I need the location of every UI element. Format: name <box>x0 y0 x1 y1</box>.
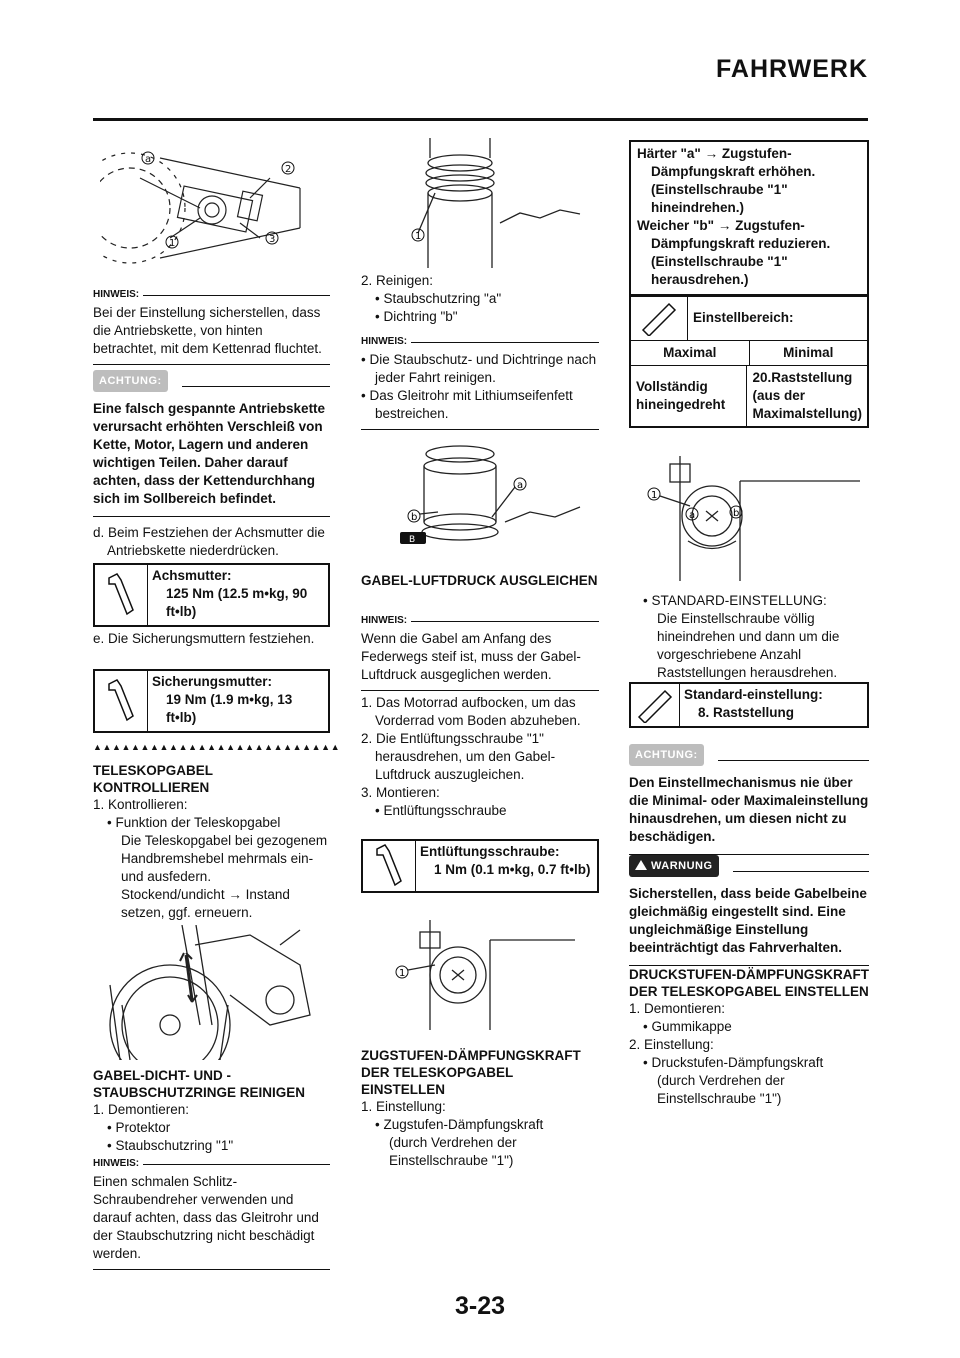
col3-standard: • STANDARD-EINSTELLUNG: Die Einstellschraube völlig hineindrehen und dann um die vorgeschriebene Anzahl Raststellungen herausdrehen. <box>643 593 840 680</box>
col2-zug: ZUGSTUFEN-DÄMPFUNGSKRAFT DER TELESKOPGABEL EINSTELLEN 1. Einstellung: • Zugstufen-Dämpfungskraft (durch Verdrehen der Einstellschraube "1") <box>361 1047 599 1170</box>
th-min: Minimal <box>749 341 868 365</box>
caution-text: Eine falsch gespannte Antriebskette verursacht erhöhten Verschleiß von Kette, Motor, Lagern und anderen wichtigen Teilen. Daher darauf achten, dass der Kettendurchhang sich im Sollbereich befindet. <box>93 401 326 506</box>
col3-warning: WARNUNG Sicherstellen, dass beide Gabelbeine gleichmäßig eingestellt sind. Eine ungleichmäßige Einstellung beeinträchtigt das Fahrverhalten. <box>629 855 869 966</box>
label-a: a <box>689 510 696 521</box>
adjust-range-table: Einstellbereich: Maximal Minimal Vollständig hineingedreht 20.Raststellung (aus der Maximalstellung) <box>629 294 869 428</box>
fork-seal-cleaning-figure <box>380 432 595 552</box>
label-1: 1 <box>169 238 176 249</box>
label-1: 1 <box>415 231 422 242</box>
col3-druck: DRUCKSTUFEN-DÄMPFUNGSKRAFT DER TELESKOPGABEL EINSTELLEN 1. Demontieren: • Gummikappe 2. Einstellung: • Druckstufen-Dämpfungskraft (durch Verdrehen der Einstellschraube "1") <box>629 967 869 1106</box>
rebound-adjuster-figure <box>640 456 870 581</box>
air-bleed-screw-figure <box>380 920 590 1030</box>
col2-note: HINWEIS: • Die Staubschutz- und Dichtringe nach jeder Fahrt reinigen. • Das Gleitrohr mit Lithiumseifenfett bestreichen. <box>361 333 599 430</box>
note-label: HINWEIS: <box>93 289 140 300</box>
col2-note2: HINWEIS: Wenn die Gabel am Anfang des Federwegs steif ist, muss der Gabel-Luftdruck ausgeglichen werden. <box>361 612 599 691</box>
caution-badge: ACHTUNG: <box>93 370 168 392</box>
wrench-icon <box>95 565 148 625</box>
triangle-divider: ▲▲▲▲▲▲▲▲▲▲▲▲▲▲▲▲▲▲▲▲▲▲▲▲▲▲ <box>93 742 341 752</box>
col1-dicht: GABEL-DICHT- UND - STAUBSCHUTZRINGE REINIGEN 1. Demontieren: • Protektor • Staubschutzring "1" <box>93 1067 330 1155</box>
col1-caution <box>93 370 330 517</box>
chain-adjuster-figure <box>100 138 310 278</box>
spec-standard-einstellung: Standard-einstellung: 8. Raststellung <box>629 682 869 728</box>
caution-badge: ACHTUNG: <box>629 744 704 766</box>
col2-reinigen: 2. Reinigen: • Staubschutzring "a" • Dichtring "b" <box>361 273 502 324</box>
th-max: Maximal <box>663 345 717 360</box>
td-max: Vollständig hineingedreht <box>636 379 726 412</box>
warning-icon <box>635 860 647 870</box>
grease-icon: B <box>409 535 416 545</box>
note-text: Bei der Einstellung sicherstellen, dass die Antriebskette, von hinten betrachtet, mit dem Kettenrad fluchtet. <box>93 305 322 356</box>
spec-achsmutter <box>93 563 330 627</box>
col1-tele: TELESKOPGABEL KONTROLLIEREN 1. Kontrollieren: • Funktion der Teleskopgabel Die Teleskopgabel bei gezogenem Handbremshebel mehrmals ein- und ausfedern. Stockend/undicht → Instand setzen, ggf. erneuern. <box>93 762 330 922</box>
spec-title: Sicherungsmutter: <box>152 674 273 689</box>
header-rule <box>93 118 868 121</box>
spec-value: 19 Nm (1.9 m•kg, 13 ft•lb) <box>166 692 293 725</box>
section-heading: GABEL-LUFTDRUCK AUSGLEICHEN <box>361 573 598 588</box>
label-b: b <box>411 512 418 523</box>
col1-step-e: e. Die Sicherungsmuttern festziehen. <box>93 631 315 646</box>
spec-sicherungsmutter <box>93 669 330 733</box>
fork-motorcycle-figure <box>100 925 325 1060</box>
wrench-icon <box>631 296 687 340</box>
label-1: 1 <box>651 490 658 501</box>
label-3: 3 <box>269 234 276 245</box>
wrench-icon <box>631 684 680 726</box>
spec-title: Achsmutter: <box>152 568 232 583</box>
section-heading: ZUGSTUFEN-DÄMPFUNGSKRAFT DER TELESKOPGABEL EINSTELLEN <box>361 1048 581 1097</box>
wrench-icon <box>363 841 416 891</box>
section-heading: GABEL-DICHT- UND - STAUBSCHUTZRINGE REINIGEN <box>93 1068 306 1100</box>
page-number: 3-23 <box>454 1292 506 1320</box>
warning-badge: WARNUNG <box>629 855 719 877</box>
section-heading: TELESKOPGABEL KONTROLLIEREN <box>93 763 213 795</box>
col2-luft-steps: 1. Das Motorrad aufbocken, um das Vorderrad vom Boden abzuheben. 2. Die Entlüftungsschraube "1" herausdrehen, um den Gabel-Luftdruck auszugleichen. 3. Montieren: • Entlüftungsschraube <box>361 695 581 818</box>
label-2: 2 <box>285 164 292 175</box>
section-heading: DRUCKSTUFEN-DÄMPFUNGSKRAFT DER TELESKOPGABEL EINSTELLEN <box>629 967 869 999</box>
col1-note1 <box>93 286 330 365</box>
spec-value: 125 Nm (12.5 m•kg, 90 ft•lb) <box>166 586 308 619</box>
col2-luft <box>361 572 599 589</box>
fork-dust-seal-figure <box>380 138 590 268</box>
label-b: b <box>733 508 740 519</box>
label-a: a <box>517 480 524 491</box>
td-min: 20.Raststellung (aus der Maximalstellung) <box>746 366 867 426</box>
wrench-icon <box>95 671 148 731</box>
label-1: 1 <box>399 968 406 979</box>
spec-entlueftungsschraube: Entlüftungsschraube: 1 Nm (0.1 m•kg, 0.7 ft•lb) <box>361 839 599 893</box>
label-a: a <box>145 154 152 165</box>
col1-step-d: d. Beim Festziehen der Achsmutter die Antriebskette niederdrücken. <box>93 525 325 558</box>
page-title: FAHRWERK <box>716 55 868 83</box>
col1-note2: HINWEIS: Einen schmalen Schlitz-Schraubendreher verwenden und darauf achten, dass das Gleitrohr und der Staubschutzring nicht beschädigt werden. <box>93 1155 330 1270</box>
damping-adjust-box: Härter "a" → Zugstufen-Dämpfungskraft erhöhen. (Einstellschraube "1" hineindrehen.) Weicher "b" → Zugstufen-Dämpfungskraft reduzieren. (Einstellschraube "1" herausdrehen.) <box>629 140 869 297</box>
col3-caution: ACHTUNG: Den Einstellmechanismus nie über die Minimal- oder Maximaleinstellung hinausdrehen, um diesen nicht zu beschädigen. <box>629 744 869 855</box>
